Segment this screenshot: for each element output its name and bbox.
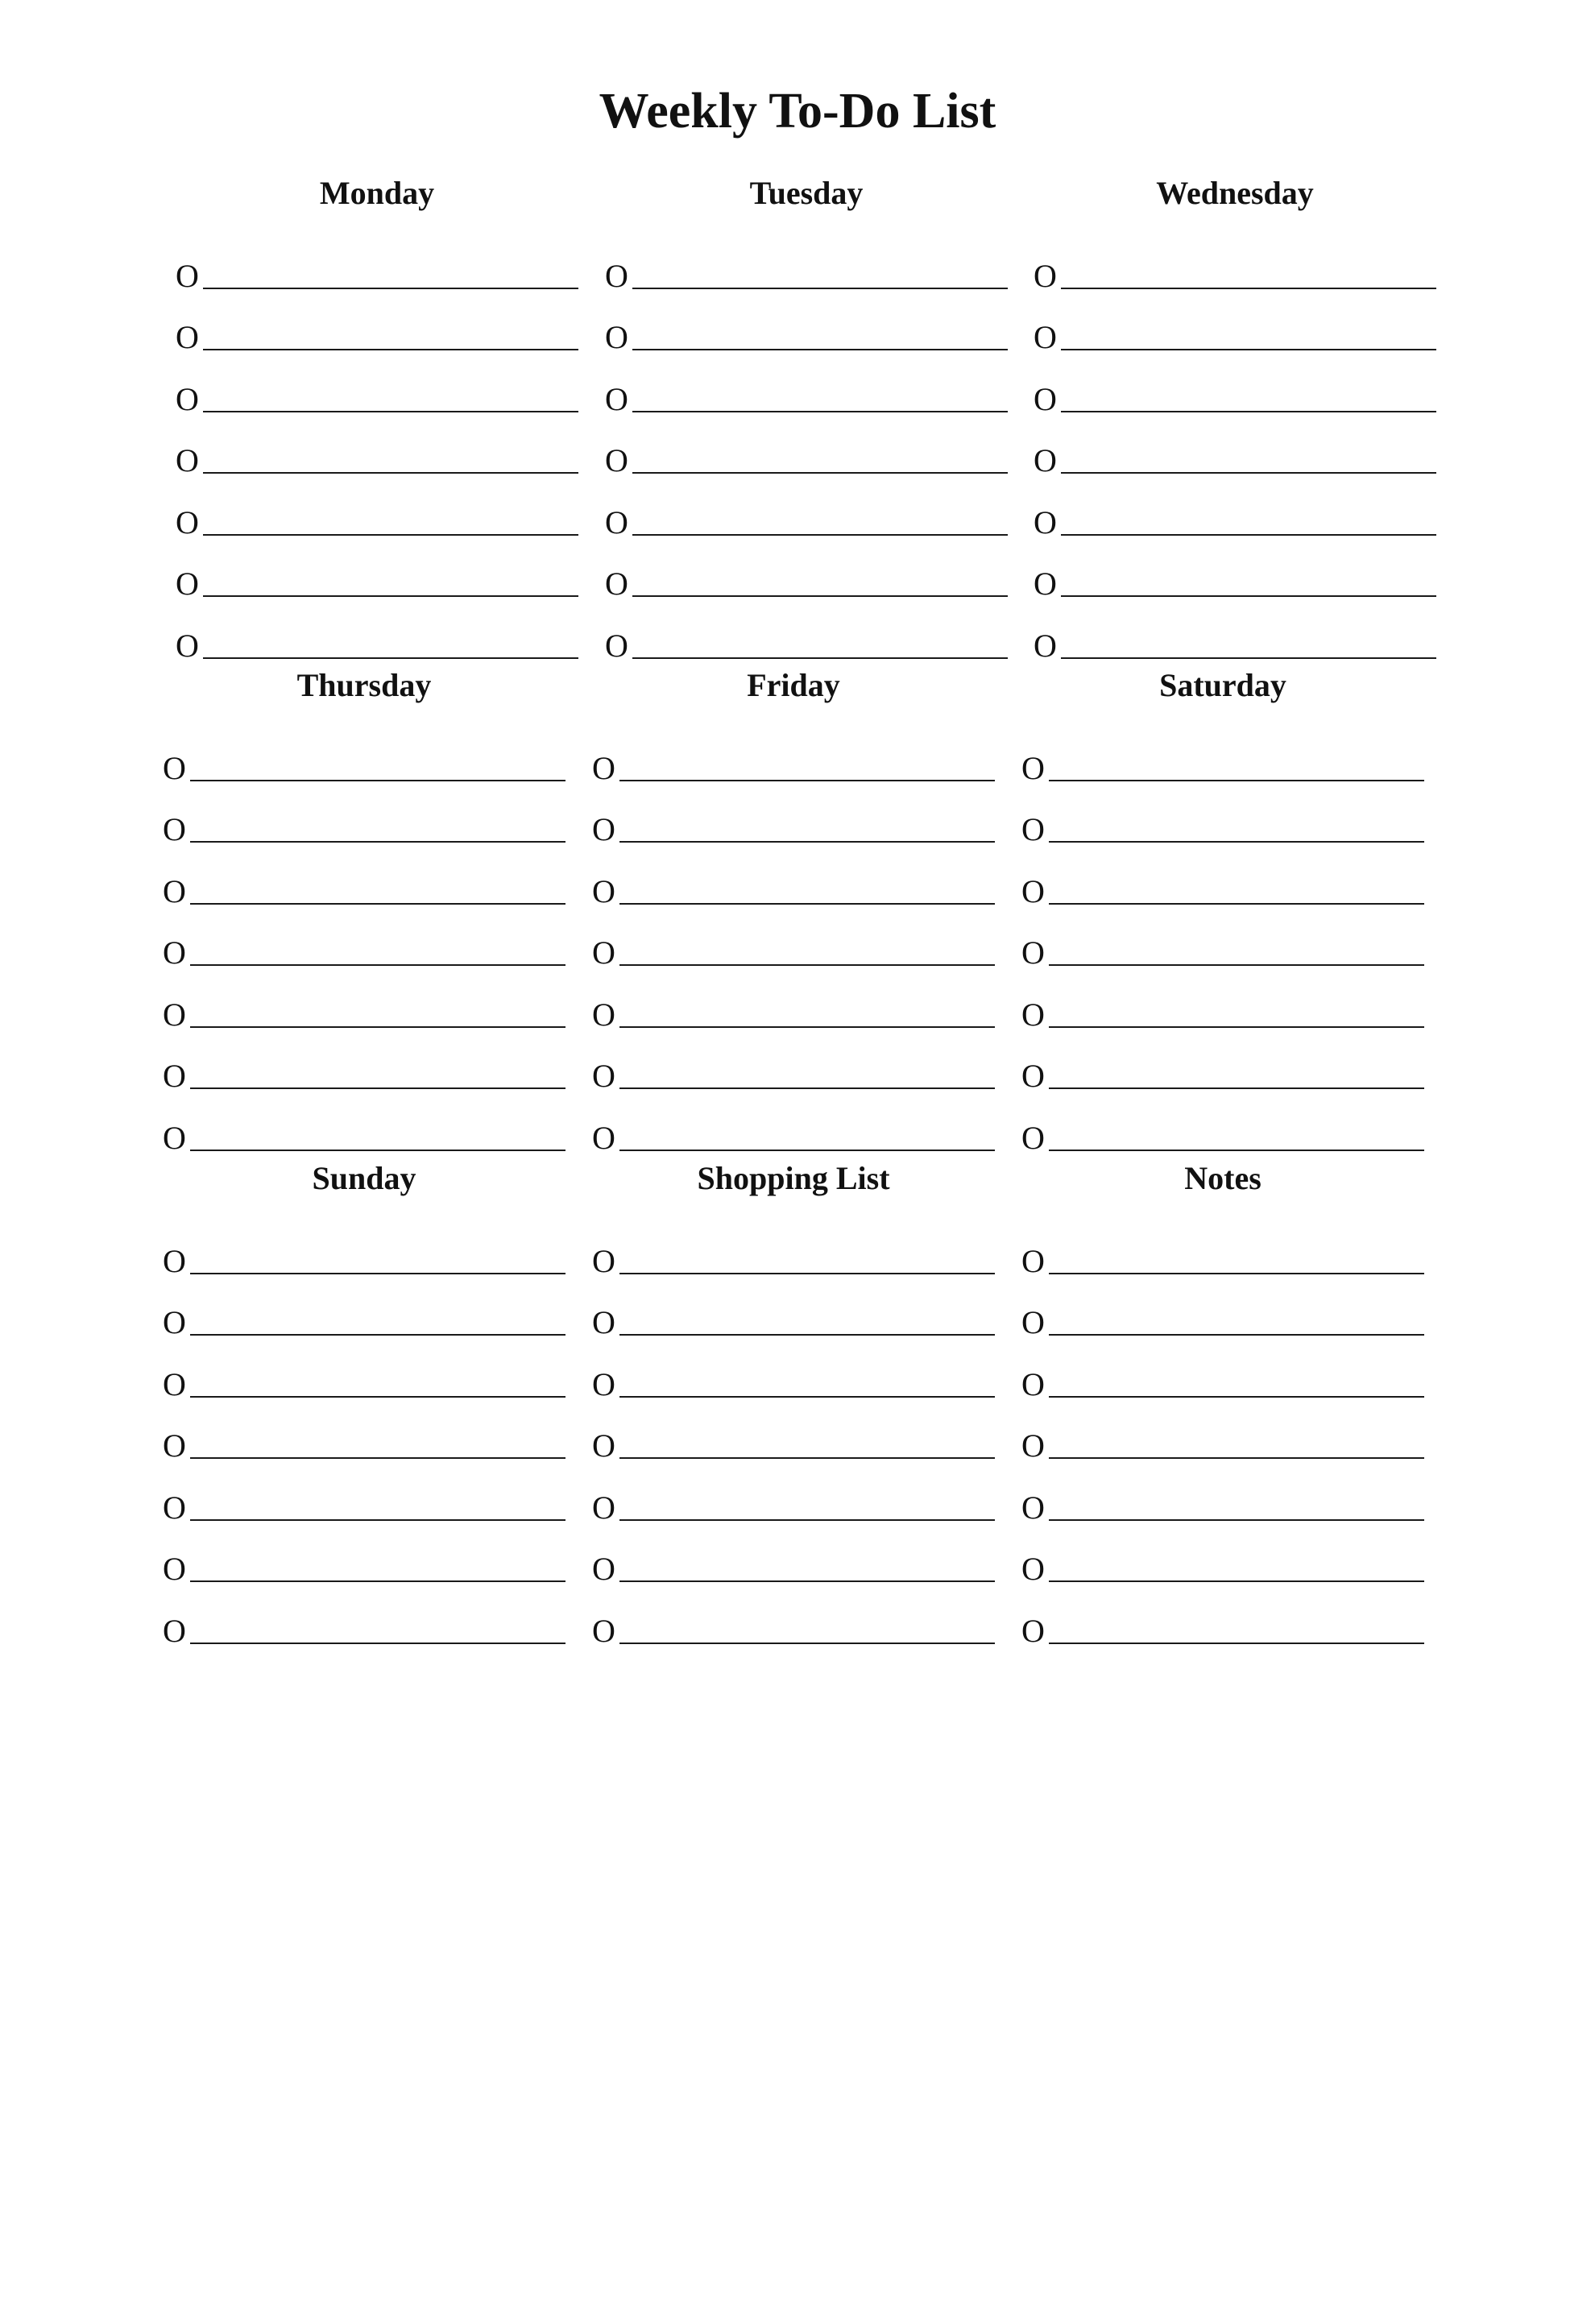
checkbox-circle[interactable]: O — [1021, 811, 1045, 847]
write-in-line[interactable] — [632, 595, 1008, 597]
todo-item — [163, 1033, 566, 1095]
checkbox-circle[interactable]: O — [592, 811, 615, 847]
section-heading: Monday — [319, 175, 435, 211]
section-heading: Wednesday — [1156, 175, 1314, 211]
checkbox-circle[interactable]: O — [1034, 257, 1057, 294]
write-in-line[interactable] — [1049, 1519, 1424, 1521]
checkbox-circle[interactable]: O — [1021, 1551, 1045, 1587]
checkbox-circle[interactable]: O — [163, 749, 186, 786]
checkbox-circle[interactable]: O — [1021, 1242, 1045, 1279]
todo-item — [592, 1033, 995, 1095]
checkbox-circle[interactable]: O — [592, 934, 615, 971]
todo-item — [1034, 232, 1436, 294]
write-in-line[interactable] — [203, 411, 578, 412]
write-in-line[interactable] — [619, 1150, 995, 1151]
write-in-line[interactable] — [203, 472, 578, 474]
write-in-line[interactable] — [1049, 1087, 1424, 1089]
checkbox-circle[interactable]: O — [176, 380, 199, 417]
todo-item — [1034, 355, 1436, 417]
todo-item — [1021, 1402, 1424, 1464]
todo-item — [1034, 602, 1436, 664]
write-in-line[interactable] — [619, 1396, 995, 1398]
write-in-line[interactable] — [1049, 1396, 1424, 1398]
todo-item — [176, 355, 578, 417]
todo-item — [592, 1279, 995, 1341]
write-in-line[interactable] — [1061, 534, 1436, 536]
todo-item — [592, 1340, 995, 1402]
write-in-line[interactable] — [203, 288, 578, 289]
checkbox-circle[interactable]: O — [163, 1612, 186, 1649]
write-in-line[interactable] — [1061, 288, 1436, 289]
todo-item — [163, 1279, 566, 1341]
todo-item — [1021, 786, 1424, 848]
checkbox-circle[interactable]: O — [1021, 872, 1045, 909]
checkbox-circle[interactable]: O — [176, 565, 199, 602]
write-in-line[interactable] — [619, 1026, 995, 1028]
checkbox-circle[interactable]: O — [592, 1489, 615, 1526]
checkbox-circle[interactable]: O — [176, 319, 199, 355]
checkbox-circle[interactable]: O — [605, 319, 628, 355]
write-in-line[interactable] — [203, 657, 578, 659]
write-in-line[interactable] — [190, 1150, 566, 1151]
section-heading: Sunday — [312, 1160, 416, 1196]
write-in-line[interactable] — [190, 1087, 566, 1089]
todo-item — [176, 294, 578, 356]
write-in-line[interactable] — [203, 595, 578, 597]
todo-item — [1021, 909, 1424, 971]
todo-item — [605, 602, 1008, 664]
todo-item — [163, 1094, 566, 1156]
todo-item — [592, 1526, 995, 1588]
todo-item — [592, 909, 995, 971]
checkbox-circle[interactable]: O — [1034, 319, 1057, 355]
write-in-line[interactable] — [190, 841, 566, 843]
todo-item — [1021, 847, 1424, 909]
checkbox-circle[interactable]: O — [163, 996, 186, 1033]
write-in-line[interactable] — [1049, 1026, 1424, 1028]
checkbox-circle[interactable]: O — [592, 749, 615, 786]
write-in-line[interactable] — [619, 1519, 995, 1521]
todo-item — [1034, 417, 1436, 479]
write-in-line[interactable] — [1049, 1273, 1424, 1274]
todo-item — [1021, 1217, 1424, 1279]
write-in-line[interactable] — [619, 1643, 995, 1644]
todo-item — [176, 417, 578, 479]
todo-list — [592, 1217, 995, 1649]
todo-item — [176, 232, 578, 294]
checkbox-circle[interactable]: O — [1021, 934, 1045, 971]
checkbox-circle[interactable]: O — [605, 442, 628, 478]
checkbox-circle[interactable]: O — [1021, 1427, 1045, 1464]
checkbox-circle[interactable]: O — [176, 442, 199, 478]
todo-item — [163, 847, 566, 909]
write-in-line[interactable] — [203, 534, 578, 536]
write-in-line[interactable] — [190, 1580, 566, 1582]
todo-item — [1021, 1587, 1424, 1649]
section-heading: Friday — [747, 667, 840, 703]
todo-item — [592, 971, 995, 1033]
checkbox-circle[interactable]: O — [592, 1427, 615, 1464]
checkbox-circle[interactable]: O — [592, 1304, 615, 1340]
checkbox-circle[interactable]: O — [605, 257, 628, 294]
write-in-line[interactable] — [619, 1273, 995, 1274]
write-in-line[interactable] — [619, 1334, 995, 1336]
todo-item — [163, 1217, 566, 1279]
todo-item — [163, 971, 566, 1033]
todo-item — [176, 602, 578, 664]
checkbox-circle[interactable]: O — [605, 627, 628, 664]
write-in-line[interactable] — [619, 1457, 995, 1459]
todo-item — [163, 1587, 566, 1649]
todo-item — [592, 786, 995, 848]
todo-item — [605, 294, 1008, 356]
todo-item — [1021, 1340, 1424, 1402]
checkbox-circle[interactable]: O — [176, 257, 199, 294]
todo-item — [163, 1464, 566, 1526]
checkbox-circle[interactable]: O — [605, 380, 628, 417]
todo-item — [163, 724, 566, 786]
todo-list — [163, 1217, 566, 1649]
todo-item — [176, 478, 578, 541]
todo-item — [592, 1402, 995, 1464]
write-in-line[interactable] — [1061, 595, 1436, 597]
todo-list — [163, 724, 566, 1156]
checkbox-circle[interactable]: O — [163, 1365, 186, 1402]
write-in-line[interactable] — [1049, 1643, 1424, 1644]
checkbox-circle[interactable]: O — [1034, 503, 1057, 541]
checkbox-circle[interactable]: O — [592, 1119, 615, 1156]
write-in-line[interactable] — [1061, 657, 1436, 659]
page-title: Weekly To-Do List — [599, 84, 996, 139]
write-in-line[interactable] — [1061, 411, 1436, 412]
checkbox-circle[interactable]: O — [163, 1304, 186, 1340]
todo-item — [176, 541, 578, 603]
checkbox-circle[interactable]: O — [163, 1489, 186, 1526]
write-in-line[interactable] — [619, 964, 995, 966]
write-in-line[interactable] — [1049, 964, 1424, 966]
checkbox-circle[interactable]: O — [1021, 1612, 1045, 1649]
todo-item — [605, 355, 1008, 417]
write-in-line[interactable] — [632, 411, 1008, 412]
write-in-line[interactable] — [190, 903, 566, 905]
write-in-line[interactable] — [619, 841, 995, 843]
todo-item — [163, 1340, 566, 1402]
checkbox-circle[interactable]: O — [1021, 1489, 1045, 1526]
write-in-line[interactable] — [632, 472, 1008, 474]
todo-item — [1021, 1279, 1424, 1341]
write-in-line[interactable] — [190, 1334, 566, 1336]
write-in-line[interactable] — [1049, 780, 1424, 781]
write-in-line[interactable] — [1049, 1580, 1424, 1582]
write-in-line[interactable] — [619, 1087, 995, 1089]
todo-item — [605, 541, 1008, 603]
checkbox-circle[interactable]: O — [1021, 1304, 1045, 1340]
todo-item — [1021, 1526, 1424, 1588]
write-in-line[interactable] — [1049, 1334, 1424, 1336]
checkbox-circle[interactable]: O — [592, 1058, 615, 1094]
checkbox-circle[interactable]: O — [163, 1242, 186, 1279]
checkbox-circle[interactable]: O — [592, 1551, 615, 1587]
checkbox-circle[interactable]: O — [605, 565, 628, 602]
checkbox-circle[interactable]: O — [592, 996, 615, 1033]
todo-item — [1034, 541, 1436, 603]
checkbox-circle[interactable]: O — [1021, 749, 1045, 786]
checkbox-circle[interactable]: O — [1034, 442, 1057, 478]
todo-item — [163, 1402, 566, 1464]
write-in-line[interactable] — [632, 657, 1008, 659]
write-in-line[interactable] — [190, 1643, 566, 1644]
checkbox-circle[interactable]: O — [1034, 565, 1057, 602]
section-heading: Thursday — [296, 667, 432, 703]
todo-item — [1034, 294, 1436, 356]
write-in-line[interactable] — [1061, 349, 1436, 350]
write-in-line[interactable] — [190, 1457, 566, 1459]
write-in-line[interactable] — [619, 903, 995, 905]
checkbox-circle[interactable]: O — [176, 627, 199, 664]
checkbox-circle[interactable]: O — [592, 1365, 615, 1402]
todo-list — [176, 232, 578, 664]
write-in-line[interactable] — [1049, 1457, 1424, 1459]
todo-list — [605, 232, 1008, 664]
todo-item — [1021, 1033, 1424, 1095]
checkbox-circle[interactable]: O — [1021, 996, 1045, 1033]
write-in-line[interactable] — [190, 780, 566, 781]
write-in-line[interactable] — [1049, 841, 1424, 843]
todo-item — [163, 909, 566, 971]
todo-item — [592, 724, 995, 786]
checkbox-circle[interactable]: O — [163, 1551, 186, 1587]
write-in-line[interactable] — [619, 1580, 995, 1582]
todo-item — [592, 1464, 995, 1526]
checkbox-circle[interactable]: O — [163, 1058, 186, 1094]
checkbox-circle[interactable]: O — [163, 872, 186, 909]
write-in-line[interactable] — [190, 964, 566, 966]
checkbox-circle[interactable]: O — [605, 503, 628, 541]
checkbox-circle[interactable]: O — [163, 934, 186, 971]
write-in-line[interactable] — [619, 780, 995, 781]
checkbox-circle[interactable]: O — [163, 1427, 186, 1464]
write-in-line[interactable] — [190, 1273, 566, 1274]
write-in-line[interactable] — [632, 349, 1008, 350]
checkbox-circle[interactable]: O — [1021, 1119, 1045, 1156]
checkbox-circle[interactable]: O — [163, 1119, 186, 1156]
todo-item — [592, 1094, 995, 1156]
todo-item — [605, 232, 1008, 294]
section-heading: Notes — [1184, 1160, 1262, 1196]
write-in-line[interactable] — [190, 1519, 566, 1521]
section-heading: Saturday — [1159, 667, 1286, 703]
checkbox-circle[interactable]: O — [592, 1612, 615, 1649]
checkbox-circle[interactable]: O — [592, 872, 615, 909]
write-in-line[interactable] — [1049, 1150, 1424, 1151]
write-in-line[interactable] — [1049, 903, 1424, 905]
todo-item — [1021, 724, 1424, 786]
todo-item — [1021, 1464, 1424, 1526]
todo-item — [605, 417, 1008, 479]
todo-list — [1021, 1217, 1424, 1649]
todo-item — [163, 1526, 566, 1588]
todo-item — [605, 478, 1008, 541]
write-in-line[interactable] — [203, 349, 578, 350]
write-in-line[interactable] — [190, 1396, 566, 1398]
checkbox-circle[interactable]: O — [1021, 1365, 1045, 1402]
write-in-line[interactable] — [1061, 472, 1436, 474]
todo-item — [592, 847, 995, 909]
checkbox-circle[interactable]: O — [1034, 627, 1057, 664]
checkbox-circle[interactable]: O — [1021, 1058, 1045, 1094]
todo-item — [1034, 478, 1436, 541]
todo-list — [1021, 724, 1424, 1156]
todo-item — [163, 786, 566, 848]
write-in-line[interactable] — [632, 288, 1008, 289]
write-in-line[interactable] — [632, 534, 1008, 536]
todo-item — [592, 1217, 995, 1279]
section-heading: Tuesday — [749, 175, 864, 211]
todo-list — [1034, 232, 1436, 664]
todo-list — [592, 724, 995, 1156]
todo-item — [1021, 971, 1424, 1033]
checkbox-circle[interactable]: O — [1034, 380, 1057, 417]
checkbox-circle[interactable]: O — [592, 1242, 615, 1279]
section-heading: Shopping List — [697, 1160, 890, 1196]
checkbox-circle[interactable]: O — [176, 503, 199, 541]
checkbox-circle[interactable]: O — [163, 811, 186, 847]
todo-item — [1021, 1094, 1424, 1156]
write-in-line[interactable] — [190, 1026, 566, 1028]
todo-item — [592, 1587, 995, 1649]
